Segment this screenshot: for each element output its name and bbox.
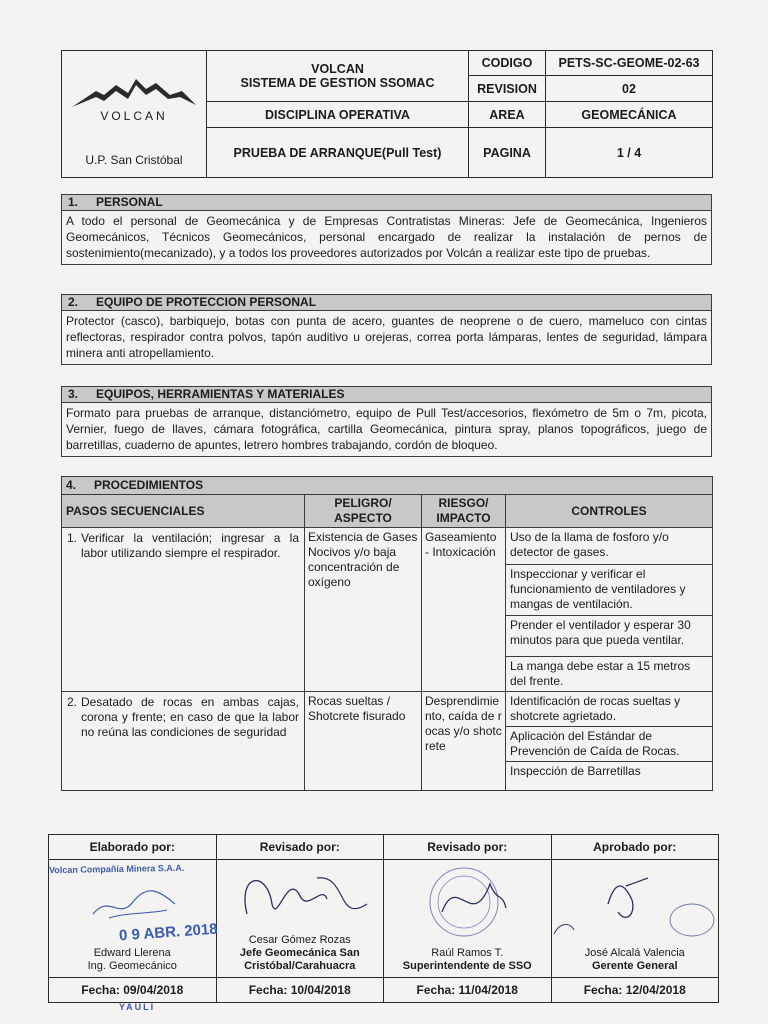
signature-header: Aprobado por: [551,835,719,860]
col-header-riesgo: RIESGO/ IMPACTO [422,495,506,528]
control-item: Inspección de Barretillas [510,764,641,778]
signature-scribble-icon [89,884,179,924]
signature-date: Fecha: 09/04/2018 YAULI [49,978,217,1003]
section-equipos [61,386,712,457]
management-system: SISTEMA DE GESTION SSOMAC [240,76,435,90]
procedures-table [61,476,713,791]
signer-role: Ing. Geomecánico [87,960,177,972]
procedures-section-header: 4. PROCEDIMIENTOS [62,477,713,495]
section-personal [61,194,712,265]
area-value: GEOMECÁNICA [546,102,713,128]
section-header: 1. PERSONAL [62,195,711,211]
section-header: 2. EQUIPO DE PROTECCION PERSONAL [62,295,711,311]
signature-date: Fecha: 12/04/2018 [551,978,719,1003]
logo-wordmark: VOLCAN [100,109,168,123]
col-header-controles: CONTROLES [506,495,713,528]
company-name: VOLCAN [311,62,364,76]
control-item: Aplicación del Estándar de Prevención de Caída de Rocas. [506,727,712,762]
col-header-pasos: PASOS SECUENCIALES [62,495,305,528]
section-title: EQUIPO DE PROTECCION PERSONAL [96,295,317,309]
section-body: Formato para pruebas de arranque, distanciómetro, equipo de Pull Test/accesorios, flexómetro de 5m o 7m, picota, Vernier, fuego de llaves, cámara fotográfica, cartilla Geomecánica, pintura spray, planos topográficos, juego de barretillas, cuaderno de apuntes, letrero hombres trabajando, cordón de bloqueo. [66,406,707,452]
company-logo-cell [62,51,207,178]
signer-name: Cesar Gómez Rozas [248,934,351,946]
pagina-label: PAGINA [469,128,546,178]
signature-header: Elaborado por: [49,835,217,860]
signature-header: Revisado por: [384,835,552,860]
mountain-logo-icon [70,73,198,109]
section-body: A todo el personal de Geomecánica y de Empresas Contratistas Mineras: Jefe de Geomecánica, Ingenieros Geomecánicos, Técnicos Geomecánicos, personal encargado de realizar la instalación de pernos de sostenimiento(mecanizado), y a todos los proveedores autorizados por Volcán a realizar este tipo de pruebas. [66,214,707,260]
revision-label: REVISION [469,76,546,102]
signature-cell-revisado-1 [216,860,384,978]
section-title: EQUIPOS, HERRAMIENTAS Y MATERIALES [96,387,345,401]
table-row: 2. Desatado de rocas en ambas cajas, corona y frente; en caso de que la labor no reúna las condiciones de seguridad Rocas sueltas / Shotcrete fisurado Desprendimiento, caída de rocas y/o shotcrete Identificación de rocas sueltas y shotcrete agrietado. Aplicación del Estándar de Prevención de Caída de Rocas. Inspección de Barretillas [62,692,713,791]
signer-role: Gerente General [591,960,678,972]
discipline: DISCIPLINA OPERATIVA [207,102,469,128]
company-stamp: Volcan Compañía Minera S.A.A. [48,862,185,876]
signature-header: Revisado por: [216,835,384,860]
company-system-cell [207,51,469,102]
signature-cell-elaborado [49,860,217,978]
document-title: PRUEBA DE ARRANQUE(Pull Test) [207,128,469,178]
control-item: Prender el ventilador y esperar 30 minutos para que pueda ventilar. [506,616,712,657]
step-text: Desatado de rocas en ambas cajas, corona y frente; en caso de que la labor no reúna las condiciones de seguridad [81,695,299,739]
risk-cell: Desprendimiento, caída de rocas y/o shotcrete [422,692,506,791]
controls-cell [506,692,713,791]
area-label: AREA [469,102,546,128]
codigo-label: CODIGO [469,51,546,76]
signature-date: Fecha: 11/04/2018 [384,978,552,1003]
control-item: Inspeccionar y verificar el funcionamiento de ventiladores y mangas de ventilación. [506,565,712,616]
signer-role: Superintendente de SSO [402,960,532,972]
section-epp [61,294,712,365]
signature-scribble-icon [227,864,377,934]
control-item: Identificación de rocas sueltas y shotcrete agrietado. [506,692,712,727]
revision-value: 02 [546,76,713,102]
hazard-cell: Rocas sueltas / Shotcrete fisurado [305,692,422,791]
signature-date: Fecha: 10/04/2018 [216,978,384,1003]
pagina-value: 1 / 4 [546,128,713,178]
signer-name: José Alcalá Valencia [584,947,685,959]
section-header: 3. EQUIPOS, HERRAMIENTAS Y MATERIALES [62,387,711,403]
risk-cell: Gaseamiento - Intoxicación [422,528,506,692]
region-stamp: YAULI [119,1002,156,1012]
document-header [61,50,713,178]
hazard-cell: Existencia de Gases Nocivos y/o baja concentración de oxígeno [305,528,422,692]
unit-label: U.P. San Cristóbal [85,153,183,167]
signature-cell-aprobado [551,860,719,978]
section-body: Protector (casco), barbiquejo, botas con punta de acero, guantes de neoprene o de cuero, mameluco con cintas reflectoras, respirador contra polvos, tapón auditivo u orejeras, correa porta lámparas, lentes de seguridad, lámpara minera anti atropellamiento. [66,314,707,360]
controls-cell [506,528,713,692]
date-stamp: 0 9 ABR. 2018 [118,920,219,945]
table-row: 1. Verificar la ventilación; ingresar a la labor utilizando siempre el respirador. Existencia de Gases Nocivos y/o baja concentración de oxígeno Gaseamiento - Intoxicación Uso de la llama de fosforo y/o detector de gases. Inspeccionar y verificar el funcionamiento de ventiladores y mangas de ventilación. Prender el ventilador y esperar 30 minutos para que pueda ventilar. La manga debe estar a 15 metros del frente. [62,528,713,692]
signer-name: Raúl Ramos T. [431,947,504,959]
signature-scribble-icon [552,864,718,944]
seal-stamp-icon [402,862,532,942]
section-title: PROCEDIMIENTOS [94,478,204,492]
col-header-peligro: PELIGRO/ ASPECTO [305,495,422,528]
signer-name: Edward Llerena [93,947,171,959]
section-title: PERSONAL [96,195,163,209]
signature-cell-revisado-2 [384,860,552,978]
control-item: La manga debe estar a 15 metros del frente. [510,659,691,688]
signer-role: Jefe Geomecánica San Cristóbal/Carahuacra [239,947,360,972]
codigo-value: PETS-SC-GEOME-02-63 [546,51,713,76]
control-item: Uso de la llama de fosforo y/o detector de gases. [506,528,712,565]
signature-table [48,834,719,1012]
step-text: Verificar la ventilación; ingresar a la labor utilizando siempre el respirador. [81,531,299,560]
